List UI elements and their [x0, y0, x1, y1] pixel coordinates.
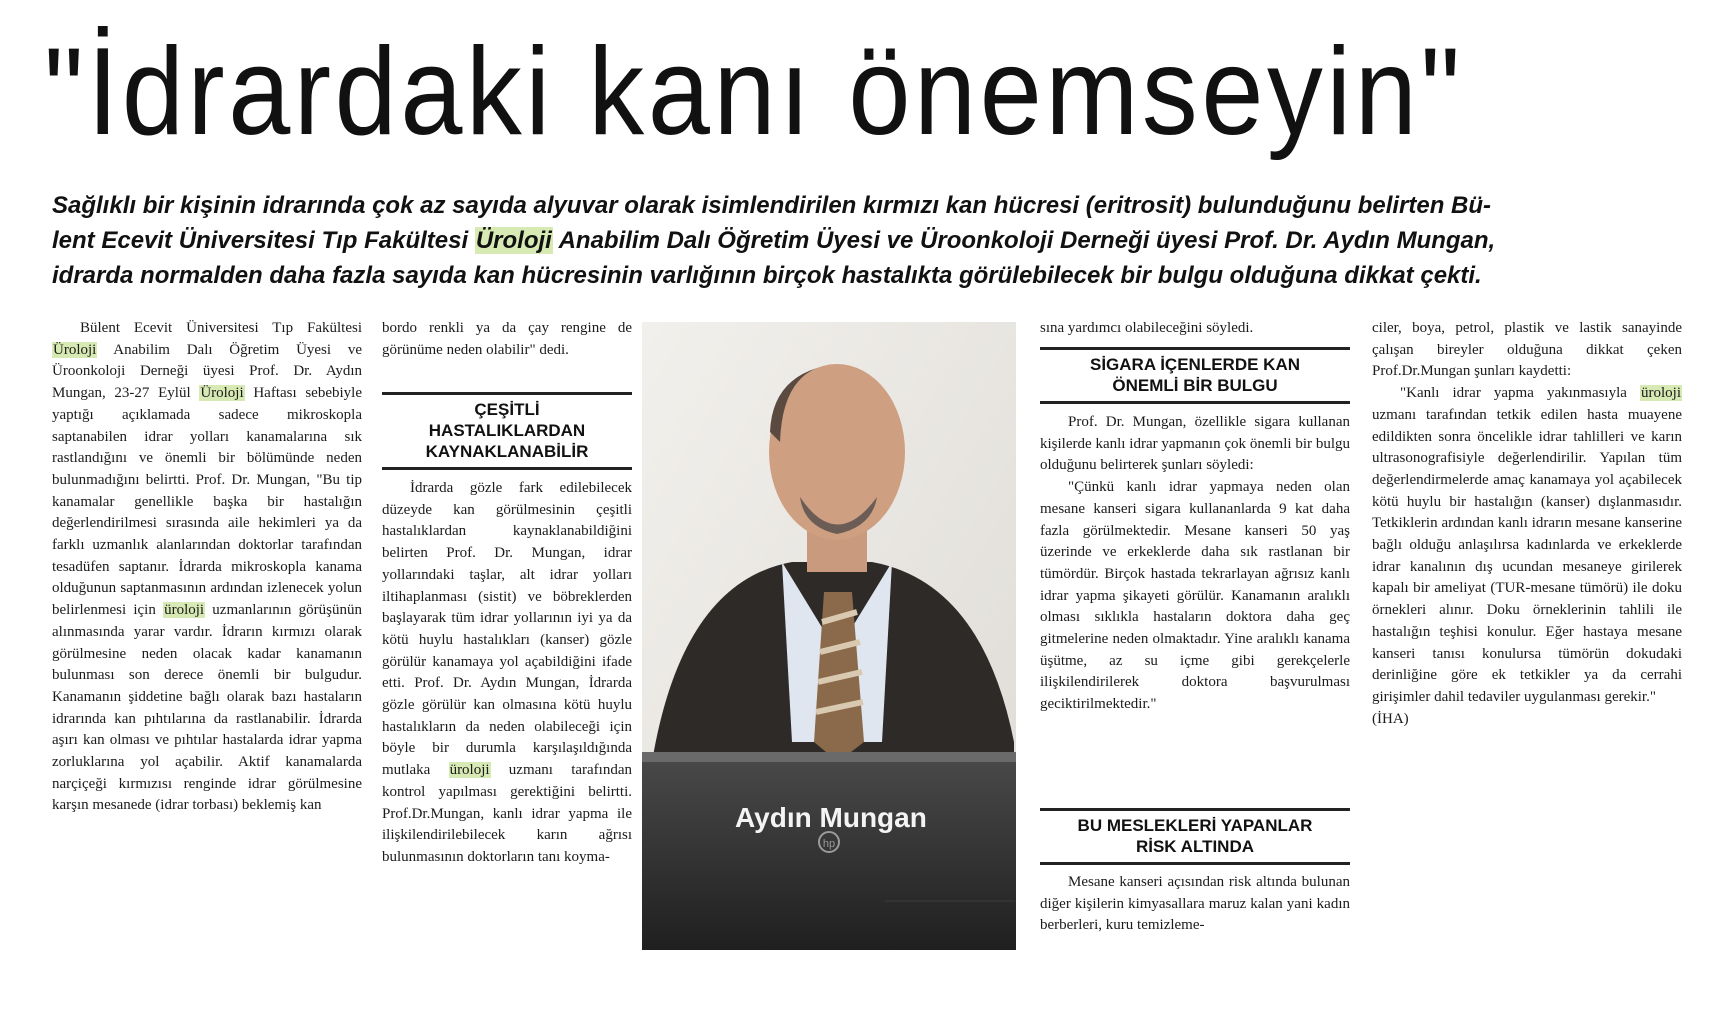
highlighted-term: Üroloji [53, 341, 97, 358]
subhead-meslekler [1040, 808, 1350, 865]
subhead-line: SİGARA İÇENLERDE KAN [1090, 355, 1300, 374]
portrait-photo [642, 322, 1016, 950]
col3-paragraph: "Çünkü kanlı idrar yapmaya neden olan mesane kanseri sigara kullananlarda 9 kat daha fazla görülmektedir. Mesane kanseri 50 yaş üzerinde ve erkeklerde daha sık rastlanan bir tümördür. Birçok hastada tekrarlayan ağrısız kanlı idrar yapma şikayeti görülür. Kanamanın aralıklı olması sıklıkla hastaların doktora daha geç gitmelerine neden olmaktadır. Yine aralıklı kanama üşütme, az su içme gibi gerekçelerle ilişkilendirilerek doktora başvurulması geciktirilmektedir." [1040, 479, 1350, 713]
col4-paragraph: "Kanlı idrar yapma yakınmasıyla üroloji uzmanı tarafından tetkik edilen hasta muayene edildikten sonra öncelikle idrar tahlilleri ve karın ultrasonografisiyle değerlendirilir. Yapılan tüm değerlendirmelerde amaç kanamaya yol açabilecek kötü huylu bir hastalığın (kanser) dışlanmasıdır. Tetkiklerin ardından kanlı idrarın mesane kanserine bağlı olduğu anlaşılırsa kadınlarda ve erkeklerde idrar kanalının dış ucundan mesaneye girilerek kapalı bir ameliyat (TUR-mesane tümörü) ile doku örnekleri alınır. Doku örneklerinin tahlili ile hastalığın teşhisi konulur. Eğer hastaya mesane kanseri tanısı konulursa tümörün dokudaki derinliğine göre ek tetkikler ya da cerrahi girişimler dahil tedaviler uygulanması gerekir." [1372, 385, 1682, 705]
photo-caption: Aydın Mungan [735, 802, 927, 833]
highlighted-term: üroloji [1641, 385, 1681, 402]
subhead-line: RİSK ALTINDA [1135, 837, 1255, 856]
article-column-4 [1372, 318, 1682, 878]
headline: "İdrardaki kanı önemseyin" [44, 23, 1464, 161]
highlighted-term: Üroloji [200, 385, 244, 402]
article-column-3 [1040, 412, 1350, 797]
article-column-3-top [1040, 318, 1350, 342]
lead-line: lent Ecevit Üniversitesi Tıp Fakültesi Üroloji Anabilim Dalı Öğretim Üyesi ve Üroonkoloji Derneği üyesi Prof. Dr. Aydın Mungan, [52, 227, 1496, 254]
subhead-sigara [1040, 347, 1350, 404]
lead-line: Sağlıklı bir kişinin idrarında çok az sayıda alyuvar olarak isimlendirilen kırmızı kan hücresi (eritrosit) bulunduğunu belirten Bü- [52, 192, 1492, 219]
col2-paragraph: İdrarda gözle fark edilebilecek düzeyde kan görülmesinin çeşitli hastalıklardan kaynaklanabildiğini belirten Prof. Dr. Mungan, idrar yollarındaki taşlar, alt idrar yolları iltihaplanması (sistit) ve böbreklerden başlayarak tüm idrar yollarının iyi ya da kötü huylu hastalıkları (kanser) gözle görülür kanamaya yol açabildiğini ifade etti. Prof. Dr. Aydın Mungan, İdrarda gözle görülür kan olmasına kötü huylu hastalıkların da neden olabileceği için böyle bir durumla karşılaşıldığında mutlaka üroloji uzmanı tarafından kontrol yapılması gerektiğini belirtti. Prof.Dr.Mungan, kanlı idrar yapma ile ilişkilendirilebilecek karın ağrısı bulunmasının doktorların tanı koyma- [382, 480, 632, 865]
highlighted-term: üroloji [164, 602, 205, 619]
highlighted-term: Üroloji [475, 227, 552, 254]
article-column-2-top [382, 318, 632, 384]
col3-paragraph: Mesane kanseri açısından risk altında bulunan diğer kişilerin kimyasallara maruz kalan yani kadın berberleri, kuru temizleme- [1040, 874, 1350, 934]
subhead-cesitli [382, 392, 632, 470]
article-column-2 [382, 478, 632, 968]
subhead-line: KAYNAKLANABİLİR [425, 442, 589, 461]
subhead-line: BU MESLEKLERİ YAPANLAR [1077, 816, 1313, 835]
divider [885, 900, 1015, 902]
col2-top-paragraph: bordo renkli ya da çay rengine de görünüme neden olabilir" dedi. [382, 320, 632, 358]
article-column-1 [52, 318, 362, 958]
lead-line: idrarda normalden daha fazla sayıda kan hücresinin varlığının birçok hastalıkta görülebilecek bir bulgu olduğuna dikkat çekti. [52, 262, 1482, 289]
subhead-line: HASTALIKLARDAN [428, 421, 586, 440]
article-column-3-bottom [1040, 872, 1350, 962]
subhead-line: ÖNEMLİ BİR BULGU [1112, 376, 1278, 395]
podium-brand: hp [822, 838, 836, 850]
lead-paragraph [52, 188, 1692, 293]
col4-source: (İHA) [1372, 710, 1409, 727]
col1-paragraph: Bülent Ecevit Üniversitesi Tıp Fakültesi Üroloji Anabilim Dalı Öğretim Üyesi ve Üroonkoloji Derneği üyesi Prof. Dr. Aydın Mungan, 23-27 Eylül Üroloji Haftası sebebiyle yaptığı açıklamada sadece mikroskopla saptanabilen idrar yolları kanamalarına sık rastlandığını ve önemli bir bölümünde neden bulunmadığını belirtti. Prof. Dr. Mungan, "Bu tip kanamalar genellikle başka bir hastalığın değerlendirilmesi sırasında aile hekimleri ya da farklı uzmanlık alanlarından doktorlar tarafından tesadüfen saptanır. İdrarda mikroskopla kanama olduğunun saptanmasının ardından izlenecek yolun belirlenmesi için üroloji uzmanlarının görüşünün alınmasında yarar vardır. İdrarın kırmızı olarak görülmesine neden olacak kadar kanamanın bulunması son derece önemli bir bulgudur. Kanamanın şiddetine bağlı olarak bazı hastaların idrarında kan pıhtılarına da rastlanabilir. İdrarda aşırı kan olması ve pıhtılar hastalarda idrar yapma zorluklarına yol açabilir. Aktif kanamalarda narçiçeği kırmızısı renginde idrar görülmesine karşın mesanede (idrar torbası) beklemiş kan [52, 320, 362, 814]
subhead-line: ÇEŞİTLİ [474, 400, 540, 419]
portrait-image [642, 322, 1016, 950]
col4-paragraph: ciler, boya, petrol, plastik ve lastik sanayinde çalışan bireyler olduğuna dikkat çeken Prof.Dr.Mungan şunları kaydetti: [1372, 320, 1682, 380]
col3-top-paragraph: sına yardımcı olabileceğini söyledi. [1040, 320, 1254, 336]
highlighted-term: üroloji [449, 762, 490, 779]
col3-paragraph: Prof. Dr. Mungan, özellikle sigara kullanan kişilerde kanlı idrar yapmanın çok önemli bir bulgu olduğunu belirterek şunları söyledi: [1040, 414, 1350, 474]
